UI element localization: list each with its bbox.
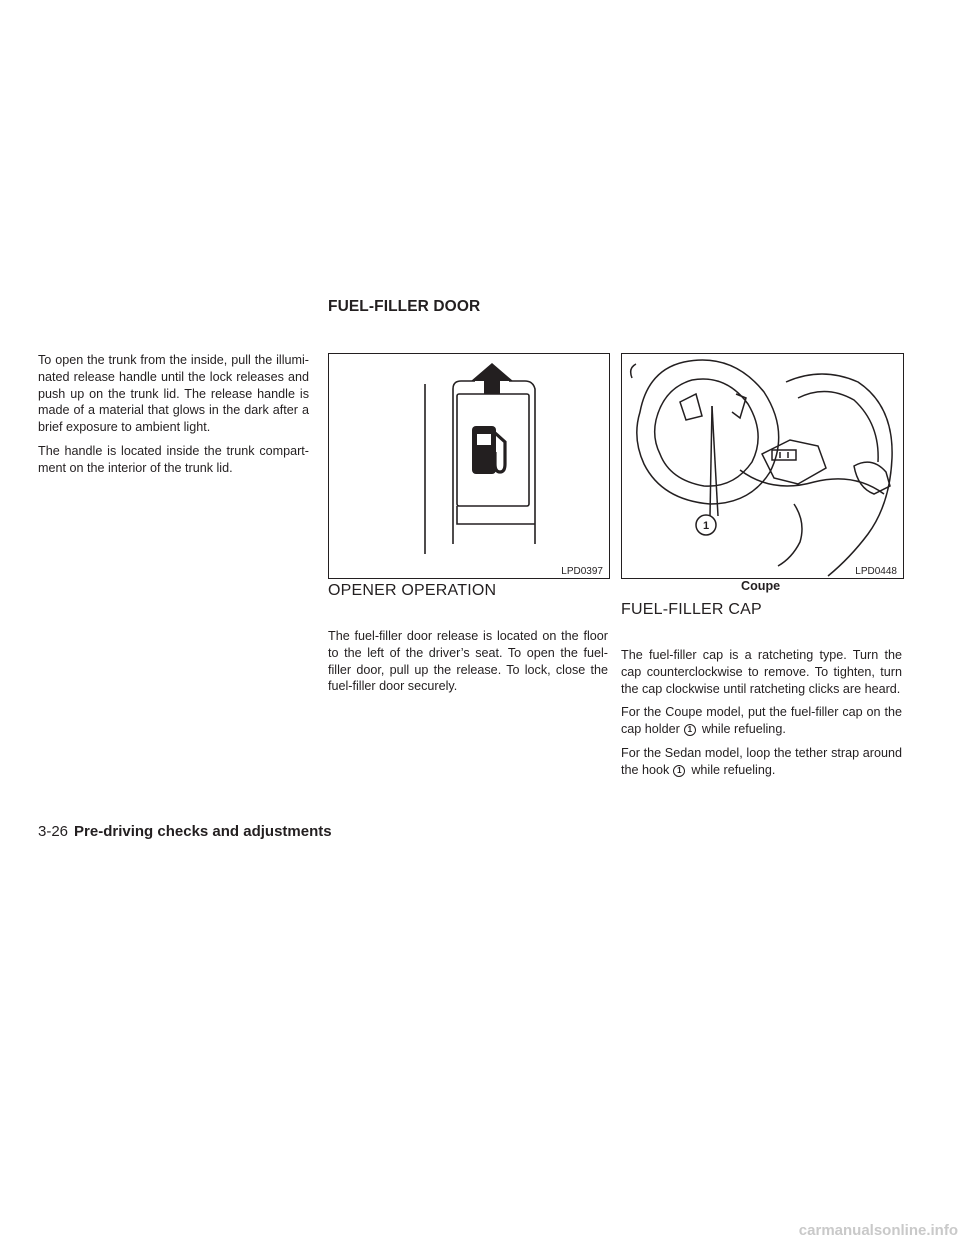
figure-code: LPD0397	[561, 566, 603, 577]
callout-1-icon: 1	[684, 724, 696, 736]
paragraph: For the Sedan model, loop the tether strap around the hook 1 while refueling.	[621, 745, 902, 777]
cap-heading: FUEL-FILLER CAP	[621, 601, 762, 618]
paragraph: The fuel-filler cap is a ratcheting type. Turn the cap counterclockwise to remove. To tighten, turn the cap clockwise until ratcheting clicks are heard.	[621, 648, 902, 696]
watermark: carmanualsonline.info	[798, 1222, 958, 1239]
paragraph: For the Coupe model, put the fuel-filler cap on the cap holder 1 while refueling.	[621, 705, 902, 737]
opener-text	[328, 628, 608, 702]
paragraph: The fuel-filler door release is located on the floor to the left of the driver’s seat. To open the fuel-filler door, pull up the release. To lock, close the fuel-filler door securely.	[328, 629, 608, 694]
section-title: FUEL-FILLER DOOR	[328, 298, 481, 315]
fuel-pump-icon	[472, 426, 505, 474]
chapter-title: Pre-driving checks and adjustments	[74, 823, 332, 840]
paragraph: To open the trunk from the inside, pull the illumi-nated release handle until the lock releases and push up on the trunk lid. The release handle is made of a material that glows in the dark after a brief exposure to ambient light.	[38, 353, 309, 435]
figure-code: LPD0448	[855, 566, 897, 577]
up-arrow-icon	[471, 363, 513, 394]
trunk-release-text	[38, 352, 309, 484]
filler-cap-figure	[621, 353, 904, 579]
opener-heading: OPENER OPERATION	[328, 582, 497, 599]
paragraph: The handle is located inside the trunk compart-ment on the interior of the trunk lid.	[38, 443, 309, 475]
callout-number: 1	[702, 520, 710, 532]
page-footer	[38, 823, 332, 840]
page-number: 3-26	[38, 823, 69, 840]
callout-1-icon: 1	[673, 765, 685, 777]
release-handle-figure	[328, 353, 610, 579]
figure-caption: Coupe	[741, 579, 781, 593]
cap-text	[621, 647, 902, 786]
